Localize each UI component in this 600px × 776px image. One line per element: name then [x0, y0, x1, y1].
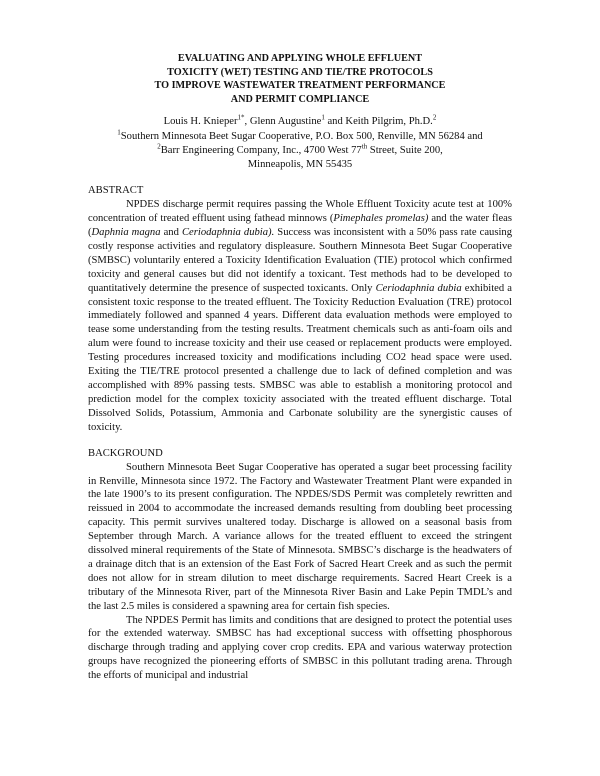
text-run: exhibited a consistent toxic response to the treated effluent. The Toxicity Reduction Evaluation (TRE) protocol immediately followed and spanned 4 years. Different data evaluation methods were employed to tease some understanding from the testing results. Treatment chemicals such as anti-foam oils and alum were found to increase toxicity and their use ceased or replacement products were employed. Testing procedures increased toxicity and modifications including CO2 head space were used. Exiting the TIE/TRE protocol presented a challenge due to lack of defined completion and was accomplished with 89% passing tests. SMBSC was able to establish a monitoring protocol and prediction model for the complex toxicity associated with the treated effluent discharge. Total Dissolved Solids, Potassium, Ammonia and Carbonate solubility are the synergistic causes of toxicity.	[88, 282, 512, 433]
affiliation-mark: 2	[157, 142, 161, 151]
affiliation-line: Minneapolis, MN 55435	[247, 158, 353, 170]
ordinal-suffix: th	[361, 142, 368, 151]
text-run: Success was inconsistent with a 50% pass rate causing costly response activities and regulatory displeasure. Southern Minnesota Beet Sugar Cooperative (SMBSC) voluntarily entered a Toxicity Identification Evaluation (TIE) protocol which confirmed toxicity and general causes but did not identify a toxicant. Test methods had to be developed to quantitatively determine the presence of suspected toxicants. Only	[88, 227, 512, 294]
author-line	[88, 115, 512, 129]
author-name: and Keith Pilgrim, Ph.D.	[324, 116, 433, 128]
title-line: EVALUATING AND APPLYING WHOLE EFFLUENT	[177, 53, 423, 64]
background-paragraph: The NPDES Permit has limits and conditions that are designed to protect the potential uses for the extended waterway. SMBSC has had exceptional success with offsetting phosphorous discharge through trading and applying cover crop credits. EPA and various waterway protection groups have recognized the pioneering efforts of SMBSC in this pollutant trading arena. Through the efforts of municipal and industrial	[88, 614, 512, 682]
author-mark: 2	[432, 113, 437, 122]
affiliation-text: Street, Suite 200,	[367, 144, 443, 156]
species-name: Daphnia magna	[91, 227, 161, 238]
species-name: Ceriodaphnia dubia	[375, 282, 462, 294]
title-line: TO IMPROVE WASTEWATER TREATMENT PERFORMANCE	[154, 80, 446, 92]
section-heading: ABSTRACT	[88, 185, 144, 197]
author-name: , Glenn Augustine	[244, 116, 322, 128]
species-name: Pimephales promelas)	[333, 213, 429, 225]
author-block	[88, 115, 512, 172]
affiliation-line	[88, 144, 512, 158]
background-paragraph: Southern Minnesota Beet Sugar Cooperative has operated a sugar beet processing facility in Renville, Minnesota since 1972. The Factory and Wastewater Treatment Plant were expanded in the late 1900’s to its present configuration. The NPDES/SDS Permit was completely rewritten and reissued in 2004 to accommodate the increased demands resulting from doubling beet processing capacity. This permit survives unaltered today. Discharge is allowed on a seasonal basis from September through March. A variance allows for the treated effluent to exceed the stringent dissolved mineral requirements of the State of Minnesota. SMBSC’s discharge is the headwaters of a drainage ditch that is an extension of the East Fork of Sacred Heart Creek and as such the permit does not allow for in stream dilution to meet discharge requirements. Sacred Heart Creek is a tributary of the Minnesota River, part of the Minnesota River Basin and Lake Pepin TMDL’s and the last 2.5 miles is considered a spawning area for certain fish species.	[88, 461, 512, 612]
text-run: and the water fleas (	[88, 213, 513, 238]
paper-title	[88, 52, 512, 106]
author-mark: 1	[321, 113, 325, 122]
affiliation-mark: 1	[117, 128, 121, 137]
abstract-section	[88, 184, 512, 434]
affiliation-text: Southern Minnesota Beet Sugar Cooperative, P.O. Box 500, Renville, MN 56284 and	[120, 130, 483, 142]
text-run: and	[160, 227, 182, 238]
author-mark: 1*	[237, 113, 245, 122]
text-run: NPDES discharge permit requires passing the Whole Effluent Toxicity acute test at 100% concentration of treated effluent using fathead minnows (	[88, 199, 512, 225]
background-section	[88, 447, 512, 684]
author-name: Louis H. Knieper	[163, 116, 238, 128]
affiliation-text: Barr Engineering Company, Inc., 4700 West 77	[160, 144, 362, 156]
section-heading: BACKGROUND	[88, 447, 163, 459]
title-line: AND PERMIT COMPLIANCE	[230, 93, 370, 105]
title-line: TOXICITY (WET) TESTING AND TIE/TRE PROTOCOLS	[167, 66, 433, 78]
species-name: Ceriodaphnia dubia).	[181, 227, 275, 238]
abstract-paragraph	[88, 198, 512, 434]
affiliation-line	[88, 130, 512, 144]
